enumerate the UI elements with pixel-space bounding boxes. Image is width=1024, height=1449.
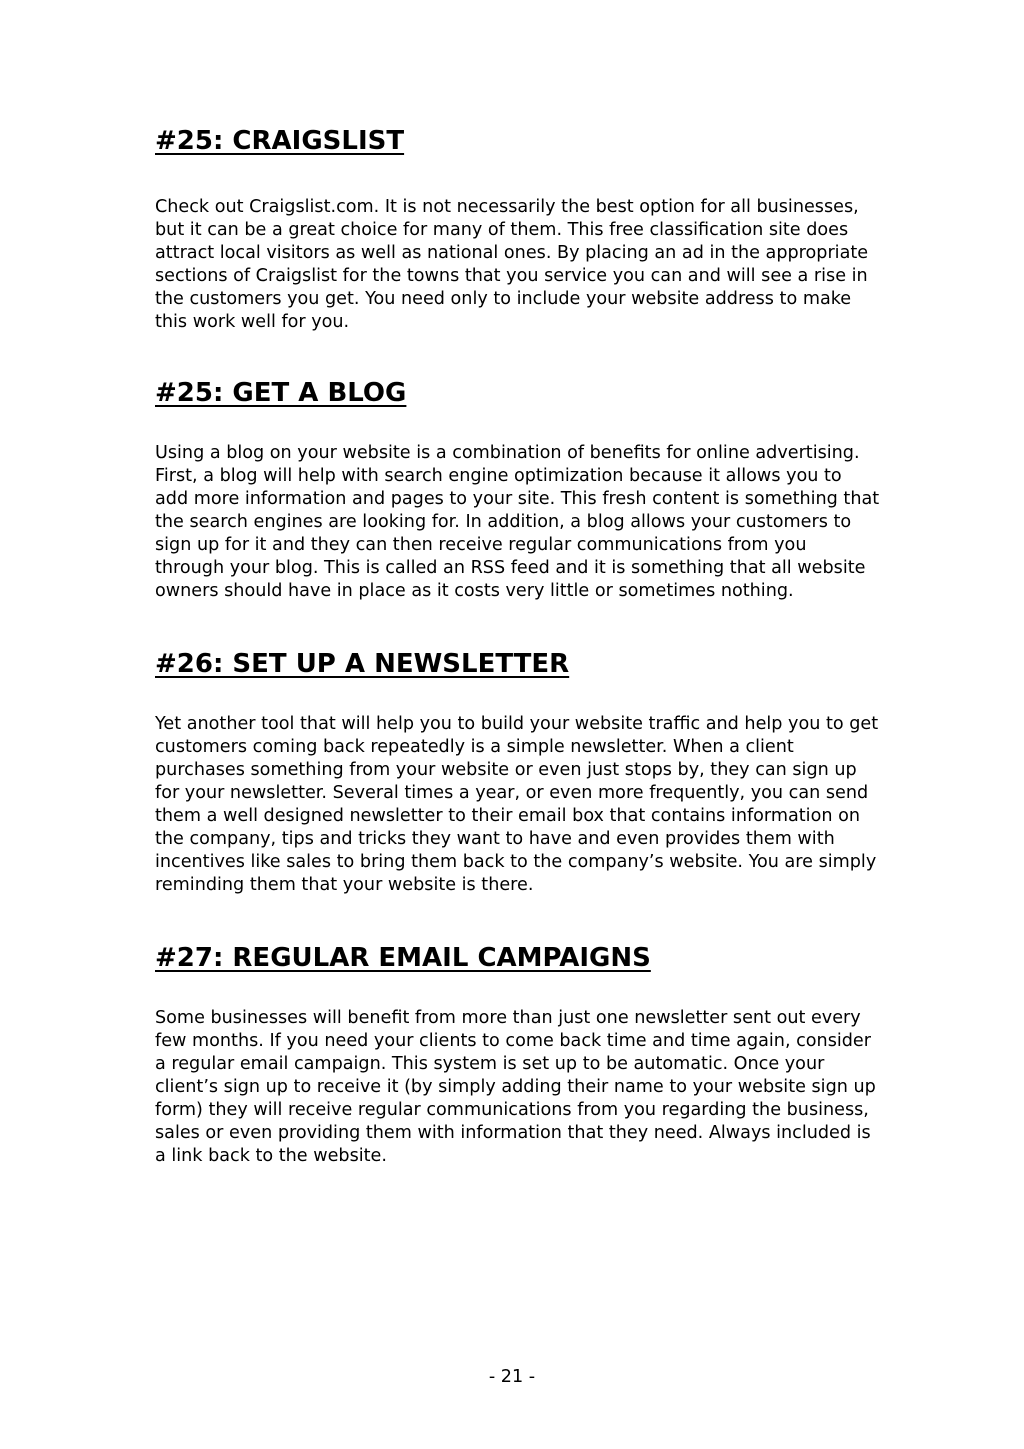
- section-paragraph: Yet another tool that will help you to build your website traffic and help you to get customers coming back repeatedly is a simple newsletter. When a client purchases something from your website or even just stops by, they can sign up for your newsletter. Several times a year, or even more frequently, you can send them a well designed newsletter to their email box that contains information on the company, tips and tricks they want to have and even provides them with incentives like sales to bring them back to the company’s website. You are simply reminding them that your website is there.: [155, 714, 879, 895]
- section-paragraph: Check out Craigslist.com. It is not necessarily the best option for all businesses, but it can be a great choice for many of them. This free classification site does attract local visitors as well as national ones. By placing an ad in the appropriate sections of Craigslist for the towns that you service you can and will see a rise in the customers you get. You need only to include your website address to make this work well for you.: [155, 197, 869, 332]
- page-number: - 21 -: [488, 1367, 536, 1387]
- section-heading: #26: SET UP A NEWSLETTER: [155, 649, 570, 679]
- section-craigslist: [155, 126, 880, 334]
- section-heading: #25: GET A BLOG: [155, 378, 407, 408]
- section-newsletter: [155, 649, 880, 897]
- section-heading: #25: CRAIGSLIST: [155, 126, 405, 156]
- section-paragraph: Some businesses will benefit from more than just one newsletter sent out every few months. If you need your clients to come back time and time again, consider a regular email campaign. This system is set up to be automatic. Once your client’s sign up to receive it (by simply adding their name to your website sign up form) they will receive regular communications from you regarding the business, sales or even providing them with information that they need. Always included is a link back to the website.: [155, 1008, 876, 1166]
- section-heading: #27: REGULAR EMAIL CAMPAIGNS: [155, 943, 651, 973]
- page-content: [155, 126, 880, 1168]
- section-email-campaigns: [155, 943, 880, 1168]
- section-paragraph: Using a blog on your website is a combination of benefits for online advertising. First, a blog will help with search engine optimization because it allows you to add more information and pages to your site. This fresh content is something that the search engines are looking for. In addition, a blog allows your customers to sign up for it and they can then receive regular communications from you through your blog. This is called an RSS feed and it is something that all website owners should have in place as it costs very little or sometimes nothing.: [155, 443, 880, 601]
- section-get-a-blog: [155, 378, 880, 603]
